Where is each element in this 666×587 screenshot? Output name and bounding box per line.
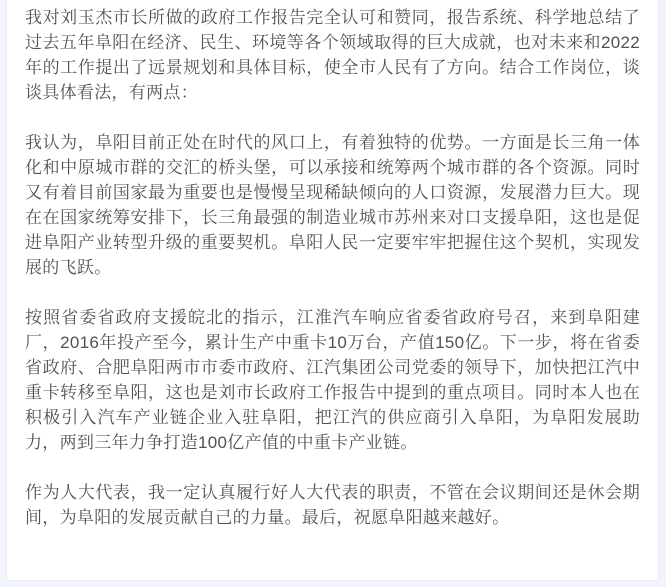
paragraph-closing: 作为人大代表，我一定认真履行好人大代表的职责，不管在会议期间还是休会期间，为阜阳的发展贡献自己的力量。最后，祝愿阜阳越来越好。 [25, 483, 640, 527]
paragraph-intro: 我对刘玉杰市长所做的政府工作报告完全认可和赞同，报告系统、科学地总结了过去五年阜阳在经济、民生、环境等各个领域取得的巨大成就，也对未来和2022年的工作提出了远景规划和具体目标，使全市人民有了方向。结合工作岗位，谈谈具体看法，有两点： [25, 8, 640, 102]
content-card [6, 0, 659, 581]
paragraph-jac-auto-plan: 按照省委省政府支援皖北的指示，江淮汽车响应省委省政府号召，来到阜阳建厂，2016年投产至今，累计生产中重卡10万台，产值150亿。下一步，将在省委省政府、合肥阜阳两市市委市政府、江汽集团公司党委的领导下，加快把江汽中重卡转移至阜阳，这也是刘市长政府工作报告中提到的重点项目。同时本人也在积极引入汽车产业链企业入驻阜阳，把江汽的供应商引入阜阳，为阜阳发展助力，两到三年力争打造100亿产值的中重卡产业链。 [25, 308, 640, 452]
paragraph-opinion-advantages: 我认为，阜阳目前正处在时代的风口上，有着独特的优势。一方面是长三角一体化和中原城市群的交汇的桥头堡，可以承接和统筹两个城市群的各个资源。同时又有着目前国家最为重要也是慢慢呈现稀缺倾向的人口资源，发展潜力巨大。现在在国家统筹安排下，长三角最强的制造业城市苏州来对口支援阜阳，这也是促进阜阳产业转型升级的重要契机。阜阳人民一定要牢牢把握住这个契机，实现发展的飞跃。 [25, 133, 640, 277]
